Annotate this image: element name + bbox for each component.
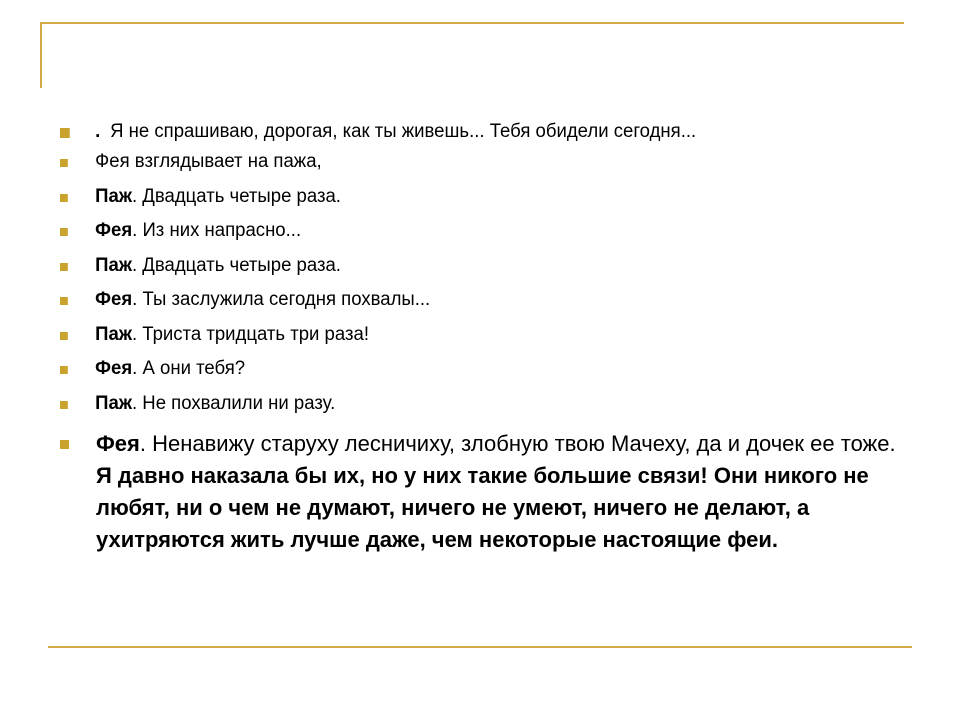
frame-left-line	[40, 22, 42, 88]
line-text: . Двадцать четыре раза.	[131, 254, 341, 276]
square-bullet-icon	[60, 228, 68, 236]
square-bullet-icon	[60, 401, 68, 409]
square-bullet-icon	[60, 332, 68, 340]
square-bullet-icon	[60, 194, 68, 202]
speaker-name: Паж	[95, 392, 132, 414]
dialogue-line	[60, 323, 900, 358]
line-text: . Ненавижу старуху лесничиху, злобную твою Мачеху, да и дочек ее тоже.	[139, 431, 896, 456]
speaker-name: Фея	[95, 358, 133, 379]
square-bullet-icon	[60, 128, 70, 138]
dialogue-line	[60, 254, 900, 289]
square-bullet-icon	[60, 263, 68, 271]
line-text: . Ты заслужила сегодня похвалы...	[132, 289, 431, 310]
dialogue-line	[60, 150, 900, 185]
speaker-name: Паж	[95, 254, 132, 276]
line-lead: .	[95, 121, 101, 142]
dialogue-line	[60, 120, 900, 150]
dialogue-line	[60, 428, 906, 556]
line-text: Я не спрашиваю, дорогая, как ты живешь... Тебя обидели сегодня...	[110, 121, 697, 142]
square-bullet-icon	[60, 159, 68, 167]
speaker-name: Фея	[96, 431, 140, 456]
line-text: . Из них напрасно...	[132, 220, 302, 241]
square-bullet-icon	[60, 297, 68, 305]
line-bold-text: Я давно наказала бы их, но у них такие большие связи! Они никого не любят, ни о чем не думают, ничего не умеют, ничего не делают, а ухитряются жить лучше даже, чем некоторые настоящие феи.	[96, 463, 869, 552]
square-bullet-icon	[60, 440, 69, 449]
dialogue-line	[60, 357, 900, 392]
speaker-name: Фея	[95, 289, 133, 310]
speaker-name: Паж	[95, 323, 132, 345]
frame-top-line	[40, 22, 904, 24]
dialogue-line	[60, 288, 900, 323]
dialogue-line	[60, 392, 900, 427]
line-text: . Двадцать четыре раза.	[131, 185, 341, 207]
square-bullet-icon	[60, 366, 68, 374]
dialogue-list	[60, 120, 920, 556]
line-text: . Не похвалили ни разу.	[131, 392, 336, 414]
speaker-name: Фея	[95, 220, 133, 241]
line-text: Фея взглядывает на пажа,	[95, 151, 322, 172]
line-text: . А они тебя?	[132, 358, 246, 379]
frame-bottom-line	[48, 646, 912, 648]
speaker-name: Паж	[95, 185, 132, 207]
dialogue-line	[60, 185, 900, 220]
line-text: . Триста тридцать три раза!	[131, 323, 369, 345]
dialogue-line	[60, 219, 900, 254]
